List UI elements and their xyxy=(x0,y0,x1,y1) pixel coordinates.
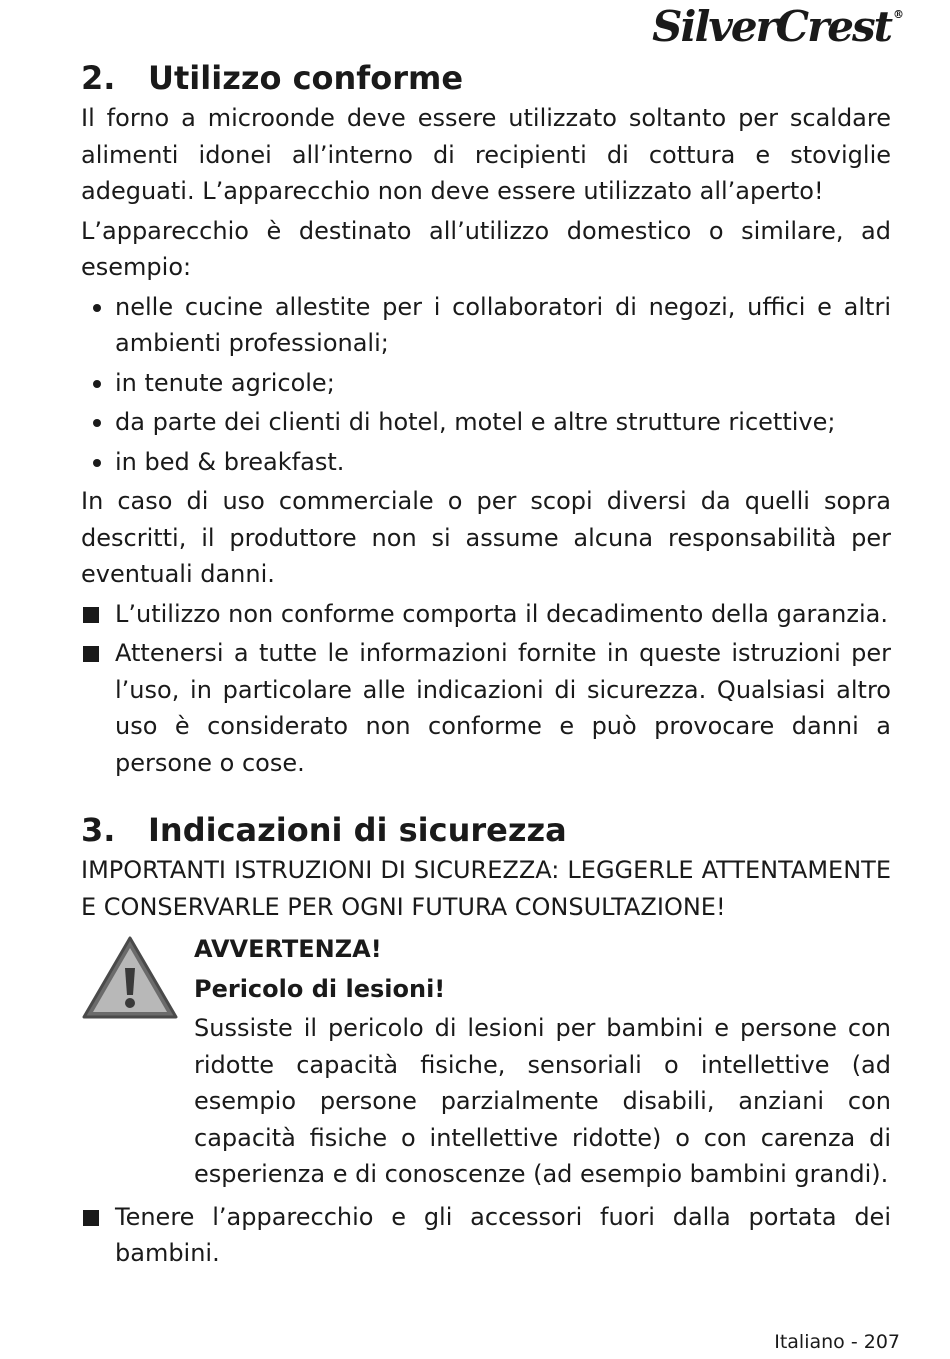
section-3-number: 3. xyxy=(81,811,116,849)
warning-text xyxy=(194,931,891,1196)
page-footer: Italiano - 207 xyxy=(774,1331,900,1353)
safety-intro: IMPORTANTI ISTRUZIONI DI SICUREZZA: LEGGERLE ATTENTAMENTE E CONSERVARLE PER OGNI FUTURA CONSULTAZIONE! xyxy=(81,856,891,921)
usage-list-item: nelle cucine allestite per i collaboratori di negozi, uffici e altri ambienti professionali; xyxy=(81,289,891,362)
section-2-number: 2. xyxy=(81,59,116,97)
warning-heading: AVVERTENZA! xyxy=(194,935,382,963)
warning-triangle-icon xyxy=(81,931,194,1196)
section-2-paragraph-1: Il forno a microonde deve essere utilizzato soltanto per scaldare alimenti idonei all’interno di recipienti di cottura e stoviglie adeguati. L’apparecchio non deve essere utilizzato all’aperto! xyxy=(81,104,891,205)
brand-logo-text: SilverCrest xyxy=(652,2,891,51)
instruction-list xyxy=(81,596,891,782)
usage-list xyxy=(81,289,891,481)
section-3-heading xyxy=(81,808,891,852)
instruction-item: L’utilizzo non conforme comporta il decadimento della garanzia. xyxy=(81,596,891,633)
instruction-item: Attenersi a tutte le informazioni fornite in queste istruzioni per l’uso, in particolare alle indicazioni di sicurezza. Qualsiasi altro uso è considerato non conforme e può provocare danni a persone o cose. xyxy=(81,635,891,781)
instruction-item: Tenere l’apparecchio e gli accessori fuori dalla portata dei bambini. xyxy=(81,1199,891,1272)
usage-list-item: in tenute agricole; xyxy=(81,365,891,402)
section-spacer xyxy=(81,784,891,808)
usage-list-item: in bed & breakfast. xyxy=(81,444,891,481)
section-2-title: Utilizzo conforme xyxy=(148,59,464,97)
registered-mark: ® xyxy=(893,8,904,21)
brand-logo xyxy=(652,2,904,51)
section-2-paragraph-2: L’apparecchio è destinato all’utilizzo domestico o similare, ad esempio: xyxy=(81,216,891,281)
warning-subheading: Pericolo di lesioni! xyxy=(194,974,446,1003)
safety-instruction-list xyxy=(81,1199,891,1272)
usage-list-item: da parte dei clienti di hotel, motel e altre strutture ricettive; xyxy=(81,404,891,441)
section-3-title: Indicazioni di sicurezza xyxy=(148,811,567,849)
warning-block xyxy=(81,931,891,1196)
section-2-paragraph-3: In caso di uso commerciale o per scopi diversi da quelli sopra descritti, il produttore non si assume alcuna responsabilità per eventuali danni. xyxy=(81,487,891,588)
page-content xyxy=(81,56,891,1275)
warning-description: Sussiste il pericolo di lesioni per bambini e persone con ridotte capacità fisiche, sensoriali o intellettive (ad esempio persone parzialmente disabili, anziani con capacità fisiche o intellettive ridotte) o con carenza di esperienza e di conoscenze (ad esempio bambini grandi). xyxy=(194,1014,891,1188)
section-2-heading xyxy=(81,56,891,100)
